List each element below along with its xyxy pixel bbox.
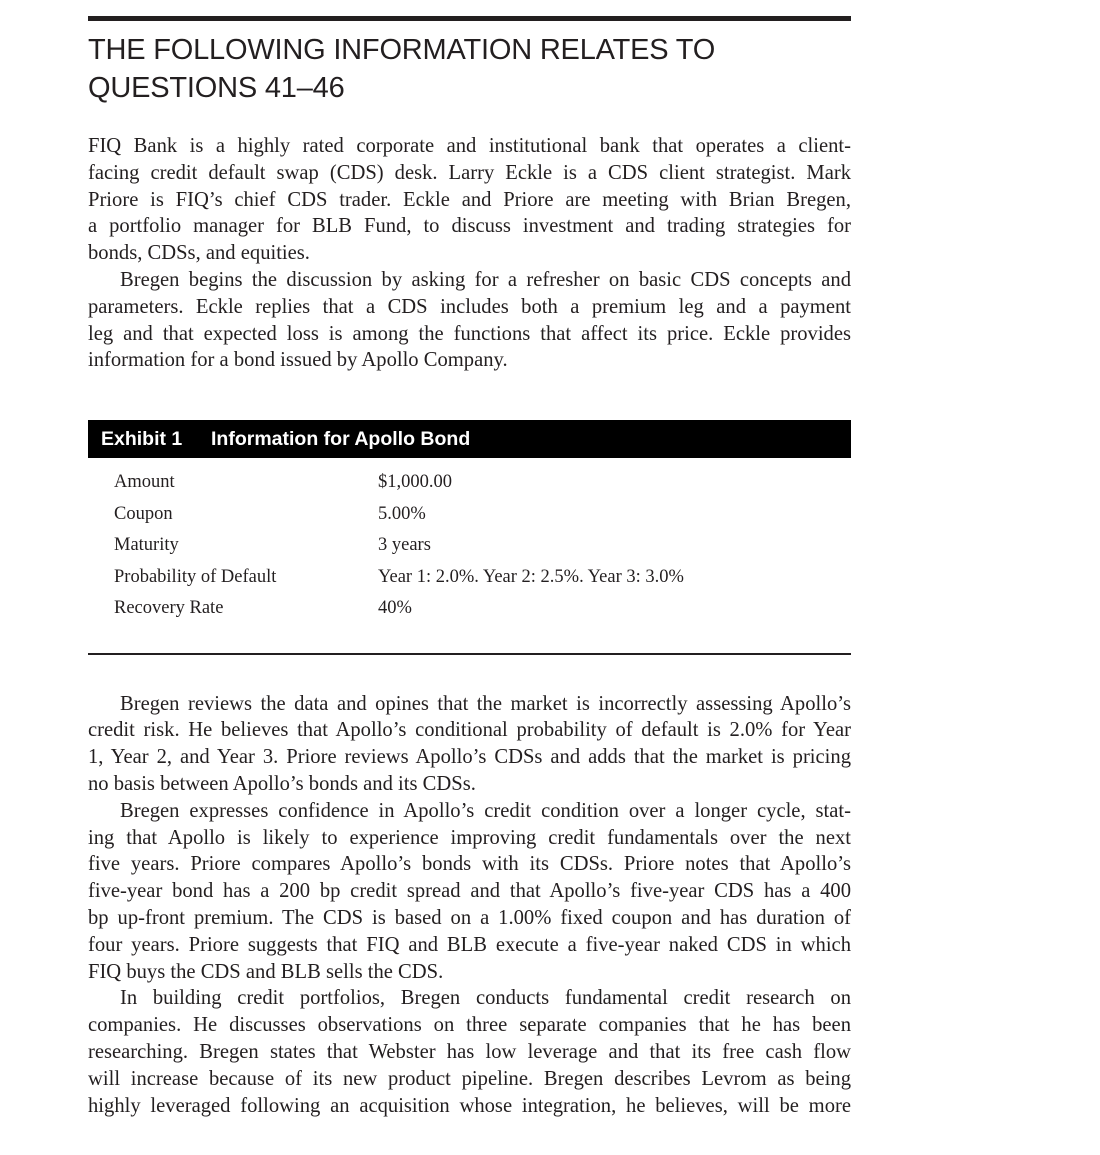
- heading-line-1: THE FOLLOWING INFORMATION RELATES TO: [88, 34, 716, 66]
- text-line: leg and that expected loss is among the functions that affect its price. Eckle provides: [88, 322, 851, 345]
- text-line: facing credit default swap (CDS) desk. Larry Eckle is a CDS client strategist. Mark: [88, 161, 851, 184]
- row-value: $1,000.00: [378, 472, 452, 493]
- continuation-text: [88, 691, 851, 1120]
- text-line: In building credit portfolios, Bregen conducts fundamental credit research on: [120, 987, 851, 1010]
- exhibit-table: [88, 420, 851, 655]
- table-row: [88, 593, 851, 625]
- heading-line-2: QUESTIONS 41–46: [88, 72, 345, 104]
- exhibit-title: Information for Apollo Bond: [211, 427, 471, 450]
- text-line: Bregen expresses confidence in Apollo’s credit condition over a longer cycle, stat-: [120, 799, 851, 822]
- row-value: 40%: [378, 598, 412, 619]
- text-line: researching. Bregen states that Webster has low leverage and that its free cash flow: [88, 1041, 851, 1064]
- exhibit-number: Exhibit 1: [101, 427, 183, 450]
- row-value: 5.00%: [378, 503, 426, 524]
- text-line: highly leveraged following an acquisition whose integration, he believes, will be more: [88, 1094, 851, 1117]
- text-line: information for a bond issued by Apollo Company.: [88, 349, 508, 372]
- paragraph-4: [88, 798, 851, 986]
- table-row: [88, 499, 851, 531]
- text-line: bonds, CDSs, and equities.: [88, 242, 310, 265]
- text-line: five years. Priore compares Apollo’s bonds with its CDSs. Priore notes that Apollo’s: [88, 853, 851, 876]
- text-line: Bregen begins the discussion by asking for a refresher on basic CDS concepts and: [120, 268, 851, 291]
- text-line: five-year bond has a 200 bp credit spread and that Apollo’s five-year CDS has a 400: [88, 880, 851, 903]
- row-label: Probability of Default: [114, 566, 277, 587]
- text-line: credit risk. He believes that Apollo’s conditional probability of default is 2.0% for Year: [88, 719, 851, 742]
- intro-text: [88, 133, 851, 374]
- exhibit-header: [88, 420, 851, 458]
- table-row: [88, 530, 851, 562]
- page: [88, 16, 851, 1119]
- text-line: four years. Priore suggests that FIQ and BLB execute a five-year naked CDS in which: [88, 933, 851, 956]
- table-row: [88, 562, 851, 594]
- section-heading: [88, 31, 851, 107]
- exhibit-bottom-rule: [88, 653, 851, 655]
- text-line: companies. He discusses observations on three separate companies that he has been: [88, 1014, 851, 1037]
- row-value: 3 years: [378, 535, 431, 556]
- text-line: bp up-front premium. The CDS is based on a 1.00% fixed coupon and has duration of: [88, 907, 851, 930]
- paragraph-5: [88, 985, 851, 1119]
- text-line: 1, Year 2, and Year 3. Priore reviews Apollo’s CDSs and adds that the market is pricing: [88, 746, 851, 769]
- text-line: Bregen reviews the data and opines that the market is incorrectly assessing Apollo’s: [120, 692, 851, 715]
- text-line: parameters. Eckle replies that a CDS includes both a premium leg and a payment: [88, 295, 851, 318]
- text-line: FIQ buys the CDS and BLB sells the CDS.: [88, 960, 444, 983]
- text-line: a portfolio manager for BLB Fund, to discuss investment and trading strategies for: [88, 215, 851, 238]
- row-value: Year 1: 2.0%. Year 2: 2.5%. Year 3: 3.0%: [378, 566, 684, 587]
- top-rule: [88, 16, 851, 21]
- row-label: Recovery Rate: [114, 598, 224, 619]
- text-line: Priore is FIQ’s chief CDS trader. Eckle and Priore are meeting with Brian Bregen,: [88, 188, 851, 211]
- text-line: FIQ Bank is a highly rated corporate and institutional bank that operates a client-: [88, 135, 851, 157]
- intro-paragraph-2: [88, 267, 851, 374]
- text-line: will increase because of its new product pipeline. Bregen describes Levrom as being: [88, 1067, 851, 1090]
- intro-paragraph-1: [88, 133, 851, 267]
- paragraph-3: [88, 691, 851, 798]
- text-line: no basis between Apollo’s bonds and its CDSs.: [88, 773, 476, 796]
- row-label: Coupon: [114, 503, 173, 524]
- row-label: Maturity: [114, 535, 179, 556]
- exhibit-rows: [88, 458, 851, 639]
- row-label: Amount: [114, 472, 175, 493]
- text-line: ing that Apollo is likely to experience improving credit fundamentals over the next: [88, 826, 851, 849]
- table-row: [88, 467, 851, 499]
